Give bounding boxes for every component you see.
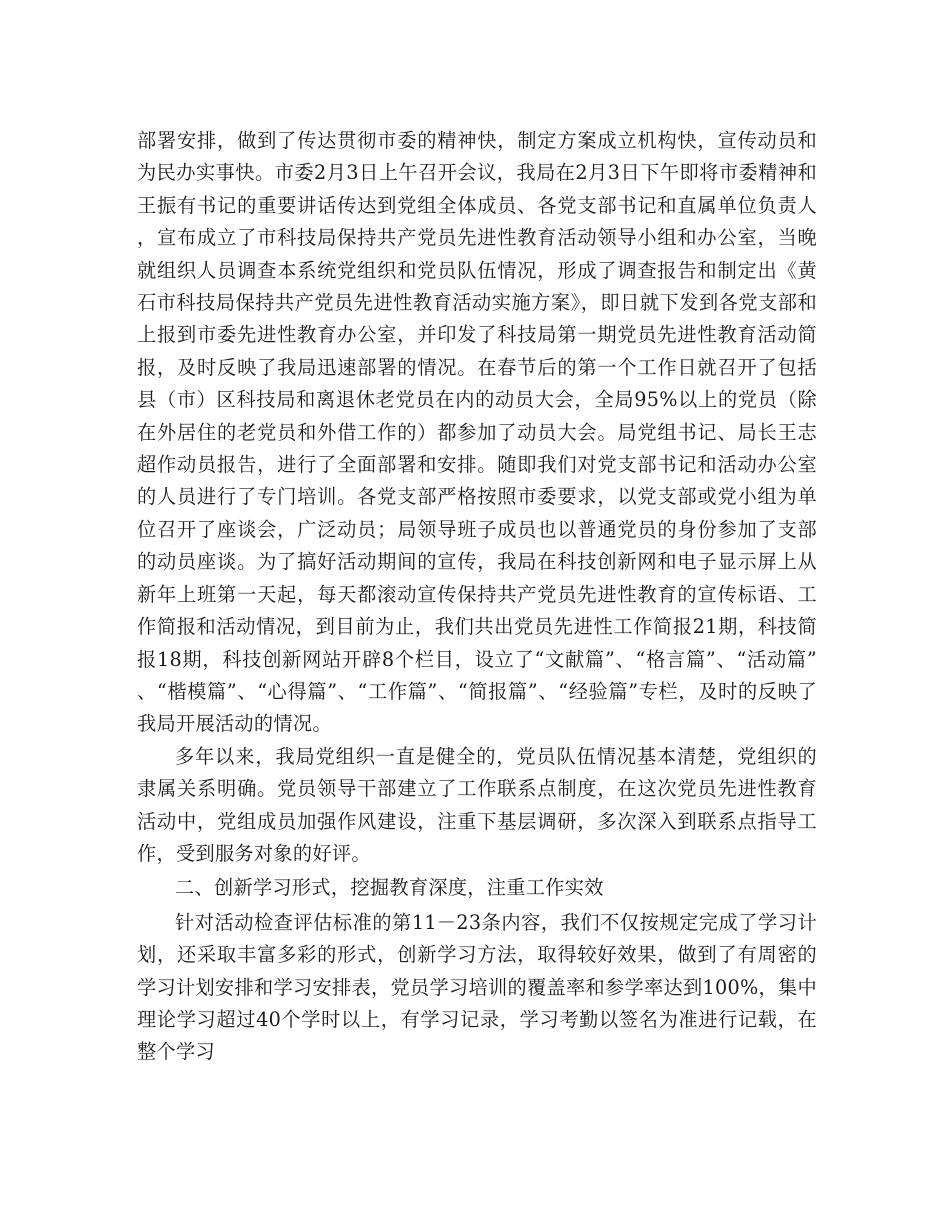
document-body [137,125,817,1069]
section-heading: 二、创新学习形式，挖掘教育深度，注重工作实效 [175,876,604,900]
paragraph-study-plan: 针对活动检查评估标准的第11－23条内容，我们不仅按规定完成了学习计划，还采取丰富多彩的形式，创新学习方法，取得较好效果，做到了有周密的学习计划安排和学习安排表，党员学习培训的覆盖率和参学率达到100%，集中理论学习超过40个学时以上，有学习记录，学习考勤以签名为准进行记载，在整个学习 [137,910,817,1064]
paragraph-party-organization: 多年以来，我局党组织一直是健全的，党员队伍情况基本清楚，党组织的隶属关系明确。党员领导干部建立了工作联系点制度，在这次党员先进性教育活动中，党组成员加强作风建设，注重下基层调研，多次深入到联系点指导工作，受到服务对象的好评。 [137,744,817,865]
paragraph-continuation: 部署安排，做到了传达贯彻市委的精神快，制定方案成立机构快，宣传动员和为民办实事快。市委2月3日上午召开会议，我局在2月3日下午即将市委精神和王振有书记的重要讲话传达到党组全体成员、各党支部书记和直属单位负责人，宣布成立了市科技局保持共产党员先进性教育活动领导小组和办公室，当晚就组织人员调查本系统党组织和党员队伍情况，形成了调查报告和制定出《黄石市科技局保持共产党员先进性教育活动实施方案》，即日就下发到各党支部和上报到市委先进性教育办公室，并印发了科技局第一期党员先进性教育活动简报，及时反映了我局迅速部署的情况。在春节后的第一个工作日就召开了包括县（市）区科技局和离退休老党员在内的动员大会，全局95%以上的党员（除在外居住的老党员和外借工作的）都参加了动员大会。局党组书记、局长王志超作动员报告，进行了全面部署和安排。随即我们对党支部书记和活动办公室的人员进行了专门培训。各党支部严格按照市委要求，以党支部或党小组为单位召开了座谈会，广泛动员；局领导班子成员也以普通党员的身份参加了支部的动员座谈。为了搞好活动期间的宣传，我局在科技创新网和电子显示屏上从新年上班第一天起，每天都滚动宣传保持共产党员先进性教育的宣传标语、工作简报和活动情况，到目前为止，我们共出党员先进性工作简报21期，科技简报18期，科技创新网站开辟8个栏目，设立了“文献篇”、“格言篇”、“活动篇”、“楷模篇”、“心得篇”、“工作篇”、“简报篇”、“经验篇”专栏，及时的反映了我局开展活动的情况。 [137,129,817,736]
